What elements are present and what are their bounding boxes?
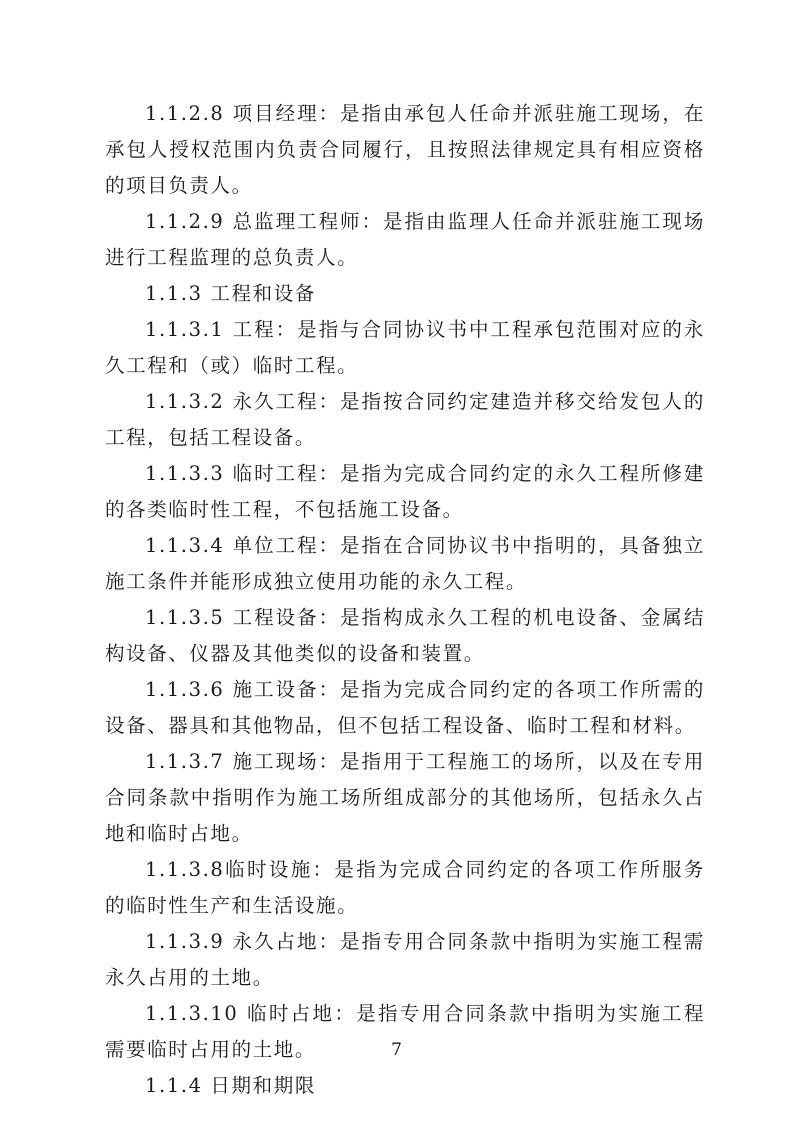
clause-1-1-2-9: 1.1.2.9 总监理工程师：是指由监理人任命并派驻施工现场进行工程监理的总负责人。: [105, 210, 705, 269]
clause-1-1-2-8: 1.1.2.8 项目经理：是指由承包人任命并派驻施工现场，在承包人授权范围内负责合同履行，且按照法律规定具有相应资格的项目负责人。: [105, 102, 705, 197]
section-heading-1-1-3: 1.1.3 工程和设备: [145, 282, 316, 305]
clause-1-1-3-2: 1.1.3.2 永久工程：是指按合同约定建造并移交给发包人的工程，包括工程设备。: [105, 390, 705, 449]
clause-1-1-3-9: 1.1.3.9 永久占地：是指专用合同条款中指明为实施工程需永久占用的土地。: [105, 930, 705, 989]
clause-1-1-3-3: 1.1.3.3 临时工程：是指为完成合同约定的永久工程所修建的各类临时性工程，不包括施工设备。: [105, 462, 705, 521]
clause-1-1-3-1: 1.1.3.1 工程：是指与合同协议书中工程承包范围对应的永久工程和（或）临时工程。: [105, 318, 705, 377]
document-body: [105, 96, 705, 1104]
page-number: 7: [391, 1040, 402, 1060]
clause-1-1-3-10: 1.1.3.10 临时占地：是指专用合同条款中指明为实施工程需要临时占用的土地。: [105, 1002, 705, 1061]
clause-1-1-3-6: 1.1.3.6 施工设备：是指为完成合同约定的各项工作所需的设备、器具和其他物品，但不包括工程设备、临时工程和材料。: [105, 678, 705, 737]
clause-1-1-3-5: 1.1.3.5 工程设备：是指构成永久工程的机电设备、金属结构设备、仪器及其他类似的设备和装置。: [105, 606, 705, 665]
clause-1-1-3-8: 1.1.3.8临时设施：是指为完成合同约定的各项工作所服务的临时性生产和生活设施。: [105, 858, 705, 917]
section-heading-1-1-4: 1.1.4 日期和期限: [145, 1074, 316, 1097]
clause-1-1-3-4: 1.1.3.4 单位工程：是指在合同协议书中指明的，具备独立施工条件并能形成独立使用功能的永久工程。: [105, 534, 705, 593]
clause-1-1-3-7: 1.1.3.7 施工现场：是指用于工程施工的场所，以及在专用合同条款中指明作为施工场所组成部分的其他场所，包括永久占地和临时占地。: [105, 750, 705, 845]
